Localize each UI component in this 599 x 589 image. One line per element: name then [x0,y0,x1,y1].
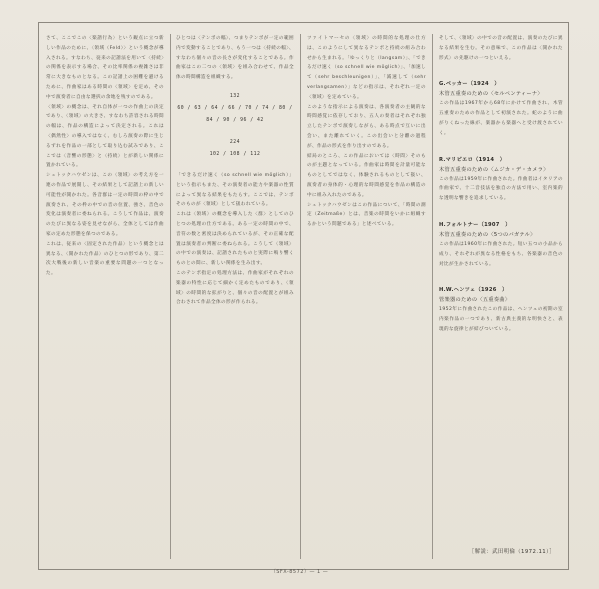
tempo-series: 102 / 108 / 112 [209,151,261,157]
composer-heading: H.W.ヘンツェ（1926 ） [439,287,508,294]
work-entry [439,155,563,204]
column-divider [432,34,433,559]
tempo-value: 132 [229,93,241,99]
commentary-credit: ［解説：武田明倫（1972.11）］ [468,549,555,555]
paragraph: ひとつは〈テンポの幅〉、つまりテンポが一定の範囲内で変動することであり、もう一つは〈持続の幅〉、すなわち個々の音の長さが変化することである。作曲家はこの二つの〈領域〉を組み合わせて、作品全体の時間構造を組織する。 [176,36,294,81]
column-divider [300,34,301,559]
tempo-series: 60 / 63 / 64 / 66 / 70 / 74 / 80 / 84 / 90 / 96 / 42 [177,105,293,123]
paragraph: ツァイトマーセの〈領域〉の時間的な処理の仕方は、このようにして異なるテンポと持続の組み合わせから生まれる。「ゆっくりと（langsam）」、「できるだけ速く（so schnell wie möglich）」、「加速して（sehr beschleunigen）」、「減速して（sehr verlangsamen）」などの指示は、それぞれ一定の〈領域〉を定めている。 [307,36,426,100]
work-description: この作品は1960年に作曲された。短い五つの小品から成り、それぞれが異なる性格をもち、各楽器の音色の対比が生かされている。 [439,241,563,267]
tempo-values-block [176,137,294,161]
paragraph: 「できるだけ速く（so schnell wie möglich）」という指示もまた、その演奏者の能力や楽器の性質によって異なる結果をもたらす。ここでは、テンポそのものが〈領域〉として扱われている。 [176,172,294,208]
column-divider [170,34,171,559]
tempo-value: 224 [229,139,241,145]
text-column-1 [46,34,164,557]
paragraph: 〈領域〉の概念は、それ自体が一つの作曲上の決定であり、〈領域〉の大きさ、すなわち許容される時間の幅は、作品の構造によって決定される。これは〈偶然性〉の導入ではなく、むしろ演奏の際に生じるずれを作品の一部として取り込む試みであり、ここでは〈音響の形態〉と〈持続〉とが新しい関係に置かれている。 [46,104,164,169]
work-entry [439,285,563,334]
composer-heading: G.ベッカー（1924 ） [439,81,500,88]
page-footer: （SFX-8572）— 1 — [270,569,329,575]
tempo-values-block [176,91,294,127]
work-title: 管楽器のための〈五重奏曲〉 [439,297,511,304]
text-column-4 [439,34,563,541]
paragraph: シュトックハウゼンは、この〈領域〉の考え方を一連の作品で展開し、その結果として記譜上の新しい可能性が開かれた。各音群は一定の時間の枠の中で演奏され、その枠の中での音の位置、強さ、音色の変化は演奏者に委ねられる。こうして作品は、演奏のたびに異なる姿を見せながら、全体としては作曲家の定めた形態を保つのである。 [46,173,164,237]
work-description: 1952年に作曲されたこの作品は、ヘンツェの初期の室内楽作品の一つであり、新古典主義的な明快さと、表現的な旋律とが結びついている。 [439,307,563,332]
paragraph: これは、従来の〈固定された作品〉という概念とは異なる、〈開かれた作品〉のひとつの形であり、第二次大戦後の新しい音楽の重要な問題の一つとなった。 [46,241,164,277]
composer-heading: R.マリピエロ（1914 ） [439,156,506,163]
work-entry [439,79,563,138]
work-description: この作品は1959年に作曲された。作曲者はイタリアの作曲家で、十二音技法を独自の方法で用い、室内楽的な透明な響きを追求している。 [439,176,563,202]
text-column-2 [176,34,294,557]
paragraph: そして、〈領域〉の中での音の配置は、演奏のたびに異なる結果を生む。その意味で、この作品は〈開かれた形式〉の先駆けの一つといえる。 [439,36,563,61]
paragraph: さて、ここでこの〈楽譜行為〉という観点に立つ新しい作品のために、〈領域（Feld）〉という概念が導入される。すなわち、従来の記譜法を用いて〈持続〉の関係を表示する場合、その比率関係の複雑さは非常に大きなものとなる。この記譜上の困難を避けるために、作曲家はある時間の〈領域〉を定め、その中で演奏者に自由な選択の余地を残すのである。 [46,36,164,100]
work-description: この作品は1967年から68年にかけて作曲され、木管五重奏のための作品として初演された。蛇のように曲がりくねった線が、楽器から楽器へと受け渡されていく。 [439,101,563,136]
paragraph: このテンポ指定の処理方法は、作曲家がそれぞれの楽器の特性に応じて細かく定めたものであり、〈領域〉の時間的な拡がりと、個々の音の配置とが組み合わされて作品全体の形が作られる。 [176,270,294,306]
work-title: 木管五重奏のための〈セルペンティーナ〉 [439,91,543,98]
paragraph: シュトックハウゼンはこの作品について、「時間の測定（Zeitmaße）とは、音楽の時間をいかに組織するかという問題である」と述べている。 [307,202,426,228]
text-column-3 [307,34,426,557]
work-entry [439,220,563,269]
paragraph: 結局のところ、この作品においては〈時間〉そのものが主題となっている。作曲家は時間を計量可能なものとしてではなく、体験されるものとして扱い、演奏者の身体的・心理的な時間感覚を作品の構造の中に組み入れたのである。 [307,153,426,198]
paragraph: これは〈領域〉の概念を導入した〈群〉としてのひとつの処理の仕方である。ある一定の時間の中で、音符の数と密度は決められているが、その正確な配置は演奏者の判断に委ねられる。こうして〈領域〉の中での演奏は、記譜されたものと実際に鳴り響くものとの間に、新しい関係を生み出す。 [176,212,294,267]
composer-heading: H.フォルトナー（1907 ） [439,221,511,228]
work-title: 木管五重奏のための〈ムジカ・デ・カメラ〉 [439,166,549,173]
work-title: 木管五重奏のための〈5つのバガテル〉 [439,231,536,238]
paragraph: このような指示による演奏は、各演奏者の主観的な時間感覚に依存しており、五人の奏者はそれぞれ独立したテンポで演奏しながら、ある時点で互いに出会い、また離れていく。この出会いと分離の過程が、作品の形式を作り出すのである。 [307,104,426,149]
